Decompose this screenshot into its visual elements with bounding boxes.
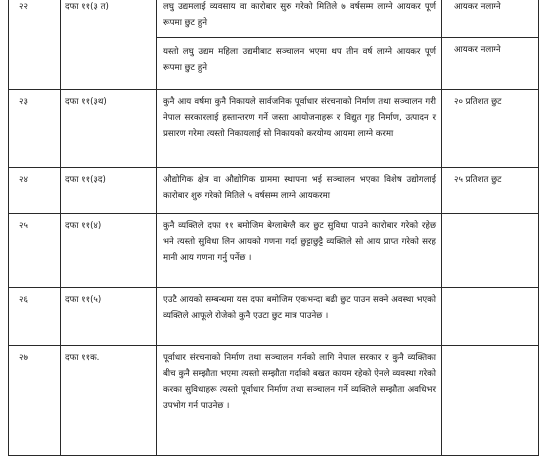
provision-text-cell: कुनै व्यक्तिले दफा ११ बमोजिम बेग्लाबेग्लै कर छुट सुविधा पाउने कारोबार गरेको रहेछ भने त्यस्तो सुविधा लिन आयको गणना गर्दा छुट्टाछुट्टै व्यक्तिले सो आय प्राप्त गरेको सरह मानी आय गणना गर्नु पर्नेछ । (157, 214, 442, 288)
serial-number-cell: २७ (9, 346, 61, 456)
provision-text-cell: लघु उद्यमलाई व्यवसाय वा कारोबार सुरु गरेको मितिले ७ वर्षसम्म लाग्ने आयकर पूर्ण रूपमा छुट हुने (157, 0, 442, 38)
section-cell: दफा ११(३ त) (61, 0, 157, 90)
serial-number-cell: २५ (9, 214, 61, 288)
table-row (9, 0, 539, 38)
provision-text-cell: एउटै आयको सम्बन्धमा यस दफा बमोजिम एकभन्दा बढी छुट पाउन सक्ने अवस्था भएको व्यक्तिले आफूले रोजेको कुनै एउटा छुट मात्र पाउनेछ । (157, 288, 442, 346)
section-cell: दफा ११(३द) (61, 168, 157, 214)
result-cell (442, 346, 539, 456)
result-cell: २० प्रतिशत छुट (442, 90, 539, 168)
provision-text-cell: पूर्वाधार संरचनाको निर्माण तथा सञ्चालन गर्नको लागि नेपाल सरकार र कुनै व्यक्तिका बीच कुनै सम्झौता भएमा त्यस्तो सम्झौता गर्दाको बखत कायम रहेको ऐनले व्यवस्था गरेको करका सुविधाहरू त्यस्तो पूर्वाधार निर्माण तथा सञ्चालन गर्ने व्यक्तिले सम्झौता अवधिभर उपभोग गर्न पाउनेछ । (157, 346, 442, 456)
result-cell: २५ प्रतिशत छुट (442, 168, 539, 214)
section-cell: दफा ११(५) (61, 288, 157, 346)
tax-exemption-table (8, 0, 539, 456)
result-cell (442, 214, 539, 288)
provision-text-cell: यस्तो लघु उद्यम महिला उद्यमीबाट सञ्चालन भएमा थप तीन वर्ष लाग्ने आयकर पूर्ण रूपमा छुट हुने (157, 38, 442, 90)
result-cell: आयकर नलाग्ने (442, 0, 539, 38)
result-cell: आयकर नलाग्ने (442, 38, 539, 90)
table-row (9, 214, 539, 288)
provision-text-cell: कुनै आय वर्षमा कुनै निकायले सार्वजनिक पूर्वाधार संरचनाको निर्माण तथा सञ्चालन गरी नेपाल सरकारलाई हस्तान्तरण गर्ने जस्ता आयोजनाहरू र विद्युत गृह निर्माण, उत्पादन र प्रसारण गरेमा त्यस्तो निकायलाई सो निकायको करयोग्य आयमा लाग्ने करमा (157, 90, 442, 168)
section-cell: दफा ११क. (61, 346, 157, 456)
table-row (9, 346, 539, 456)
section-cell: दफा ११(३थ) (61, 90, 157, 168)
serial-number-cell: २६ (9, 288, 61, 346)
result-cell (442, 288, 539, 346)
serial-number-cell: २३ (9, 90, 61, 168)
section-cell: दफा ११(४) (61, 214, 157, 288)
table-row (9, 90, 539, 168)
table-row (9, 168, 539, 214)
provision-text-cell: औद्योगिक क्षेत्र वा औद्योगिक ग्राममा स्थापना भई सञ्चालन भएका विशेष उद्योगलाई कारोबार शुरु गरेको मितिले ५ वर्षसम्म लाग्ने आयकरमा (157, 168, 442, 214)
serial-number-cell: २२ (9, 0, 61, 90)
table-row (9, 288, 539, 346)
serial-number-cell: २४ (9, 168, 61, 214)
